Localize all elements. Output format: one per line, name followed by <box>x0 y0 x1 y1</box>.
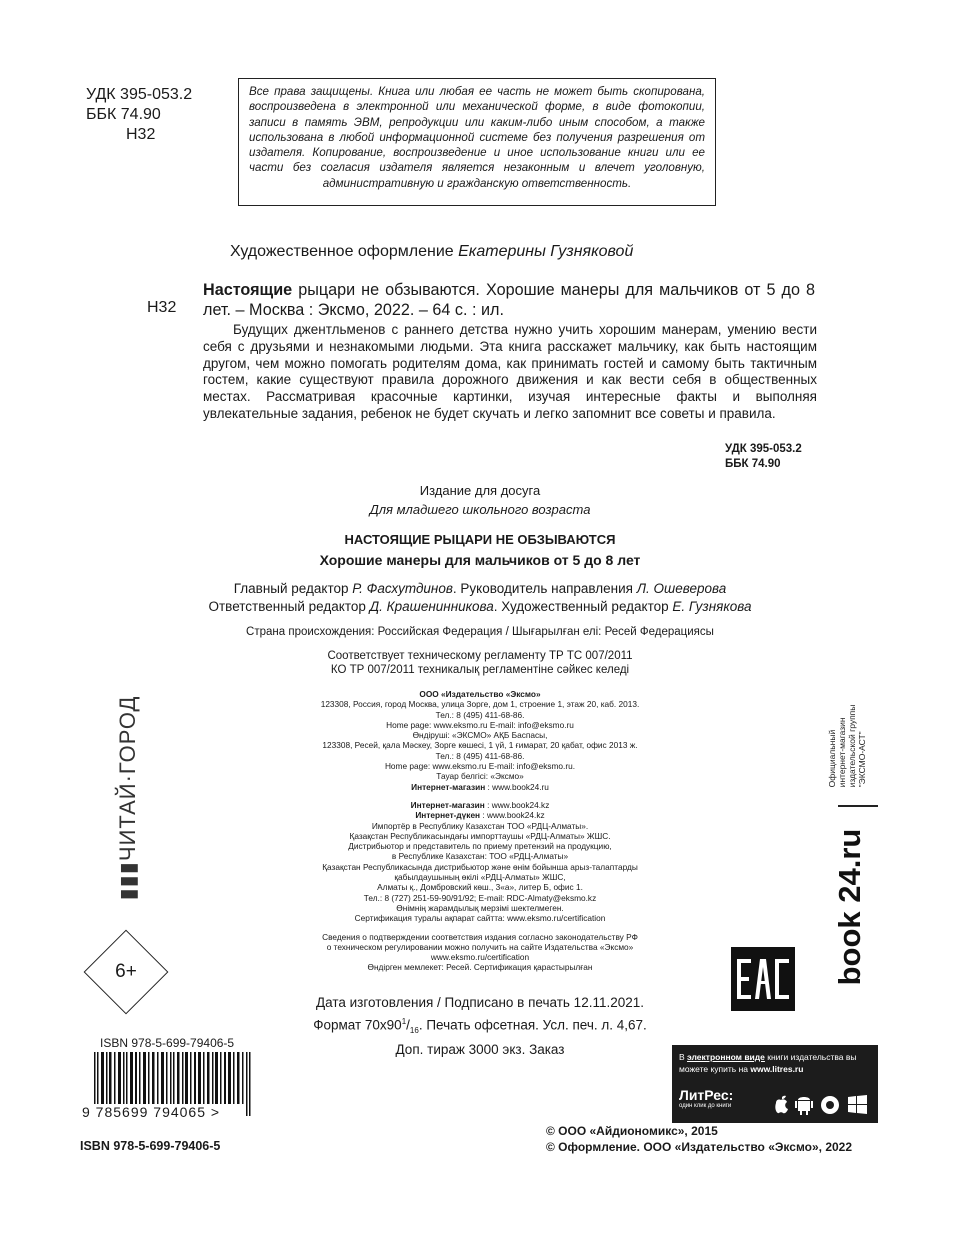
litres-link[interactable]: электронном виде <box>687 1052 765 1062</box>
copyright-block <box>546 1124 852 1155</box>
imprint-label: Интернет-дүкен <box>415 810 481 821</box>
official-store-note <box>818 690 876 802</box>
udk-right-block <box>725 442 802 472</box>
litres-slogan: один клик до книги <box>679 1103 732 1109</box>
chief-editor: Р. Фасхутдинов <box>352 581 453 596</box>
art-design-label: Художественное оформление <box>230 243 454 260</box>
imprint-line: Сведения о подтверждении соответствия издания согласно законодательству РФ <box>322 931 638 942</box>
resp-editor: Д. Крашенинникова <box>369 599 494 614</box>
rights-notice-box: Все права защищены. Книга или любая ее часть не может быть скопирована, воспроизведена в электронной или механической форме, в виде фотокопии, записи в память ЭВМ, репродукции или каким-либо иным способом, а также использована в любой информационной системе без получения разрешения от издателя. Копирование, воспроизведение и иное использование книги или ее части без согласия издателя является незаконным и влечет уголовную, административную и гражданскую ответственность. <box>238 78 716 206</box>
art-design-credit <box>230 243 633 261</box>
regulation-line-2: КО ТР 007/2011 техникалық регламентіне сәйкес келеді <box>330 664 630 676</box>
book-title-sub: Хорошие манеры для мальчиков от 5 до 8 лет <box>319 552 641 568</box>
editors-line-2 <box>180 598 780 616</box>
imprint-line: Импортёр в Республику Казахстан ТОО «РДЦ-Алматы». <box>371 820 589 831</box>
udk-code: УДК 395-053.2 <box>86 86 193 103</box>
official-store-line: "ЭКСМО-АСТ" <box>857 731 867 788</box>
divider <box>838 805 878 807</box>
official-store-line: издательской группы <box>847 704 857 788</box>
director-label: . Руководитель направления <box>452 581 633 596</box>
format-sup: 1 <box>401 1017 407 1026</box>
annotation: Будущих джентльменов с раннего детства нужно учить хорошим манерам, умению вести себя с друзьями и незнакомыми людьми. Эта книга расскажет мальчику, как быть настоящим другом, чем можно помогать родителям дома, как принимать гостей и самому быть тактичным гостем, какие существуют правила дорожного движения и как вести себя в общественных местах. Рассматривая красочные картинки, изучая интересные факты и выполняя увлекательные задания, ребенок не будет скучать и легко запомнит все советы и правила. <box>203 322 817 421</box>
isbn-over-barcode: ISBN 978-5-699-79406-5 <box>100 1036 235 1050</box>
imprint-line: Тел.: 8 (727) 251-59-90/91/92; E-mail: RDC-Almaty@eksmo.kz <box>363 892 597 903</box>
imprint-line: ООО «Издательство «Эксмо» <box>419 689 541 699</box>
art-design-name: Екатерины Гузняковой <box>458 243 634 260</box>
book24-logo <box>822 820 878 995</box>
bbk-code: ББК 74.90 <box>86 106 161 123</box>
book24-text: book 24.ru <box>832 828 867 986</box>
imprint-line: 123308, Россия, город Москва, улица Зорге, дом 1, строение 1, этаж 20, каб. 2013. <box>320 699 640 710</box>
chitai-gorod-label: ЧИТАЙ·ГОРОД <box>115 695 140 862</box>
litres-banner[interactable] <box>672 1045 878 1123</box>
android-icon <box>795 1097 813 1115</box>
imprint-line: www.eksmo.ru/certification <box>430 952 530 963</box>
age-rating-badge <box>84 930 168 1014</box>
imprint-gap <box>180 792 780 800</box>
format-label: Формат 70x90 <box>313 1017 402 1033</box>
windows-icon <box>848 1095 867 1114</box>
imprint-label: Интернет-магазин <box>410 799 485 810</box>
litres-text <box>679 1051 875 1075</box>
editors-credits <box>180 580 780 616</box>
imprint-line: Қазақстан Республикасындағы импорттаушы «РДЦ-Алматы» ЖШС. <box>349 830 611 841</box>
imprint-label: Интернет-магазин <box>411 781 486 792</box>
litres-mid: книги издательства вы можете купить на <box>679 1052 857 1074</box>
format-sub: 16 <box>409 1026 419 1036</box>
imprint-gap <box>180 924 780 932</box>
imprint-line: Тел.: 8 (495) 411-68-86. <box>435 750 525 761</box>
book-title <box>180 530 780 570</box>
audience: Для младшего школьного возраста <box>369 502 591 517</box>
chief-editor-label: Главный редактор <box>233 581 349 596</box>
imprint-line: Home page: www.eksmo.ru E-mail: info@eksmo.ru <box>386 719 574 730</box>
print-date: Дата изготовления / Подписано в печать 12.11.2021. <box>316 995 644 1010</box>
imprint-line: Сертификация туралы ақпарат сайтта: www.eksmo.ru/certification <box>354 913 606 924</box>
apple-icon <box>775 1096 788 1114</box>
official-store-line: интернет-магазин <box>837 717 847 788</box>
udk-right-code: УДК 395-053.2 <box>725 443 802 455</box>
age-rating: 6+ <box>115 961 137 982</box>
chitai-gorod-text <box>115 696 141 901</box>
udk-header <box>86 85 192 145</box>
director: Л. Ошеверова <box>636 581 727 596</box>
litres-site[interactable]: www.litres.ru <box>750 1064 804 1074</box>
art-editor-label: . Художественный редактор <box>493 599 669 614</box>
imprint-line: о техническом регулировании можно получить на сайте Издательства «Эксмо» <box>326 941 634 952</box>
bib-rest: рыцари не обзываются. Хорошие манеры для мальчиков от 5 до 8 лет. – Москва : Эксмо, 2022. – 64 с. : ил. <box>203 281 815 319</box>
publication-type: Издание для досуга <box>419 483 541 498</box>
imprint-line: Тел.: 8 (495) 411-68-86. <box>435 709 525 720</box>
platform-icons <box>772 1091 876 1117</box>
litres-pre: В <box>679 1052 688 1062</box>
side-author-mark: Н32 <box>147 299 177 316</box>
imprint-line: Алматы қ., Домбровский көш., 3«а», литер Б, офис 1. <box>377 882 583 893</box>
imprint-line <box>180 782 780 792</box>
imprint-value: : www.book24.ru <box>485 781 549 792</box>
litres-logo: ЛитРес: <box>679 1087 734 1103</box>
imprint-block <box>180 689 780 973</box>
bib-title-bold: Настоящие <box>203 281 293 299</box>
eac-mark-icon <box>731 947 795 1011</box>
official-store-line: Официальный <box>827 729 837 788</box>
art-editor: Е. Гузнякова <box>672 599 752 614</box>
country-of-origin: Страна происхождения: Российская Федерация / Шығарылған елі: Ресей Федерациясы <box>246 626 714 638</box>
print-info <box>250 993 710 1059</box>
editors-line-1 <box>180 580 780 598</box>
isbn-bottom: ISBN 978-5-699-79406-5 <box>80 1139 221 1153</box>
imprint-line: Тауар белгісі: «Эксмо» <box>436 771 524 782</box>
bookshelf-icon: ▮▮▮ <box>115 861 140 901</box>
imprint-line <box>180 810 780 820</box>
resp-editor-label: Ответственный редактор <box>208 599 366 614</box>
imprint-line: қабылдаушының өкілі «РДЦ-Алматы» ЖШС, <box>394 872 566 883</box>
imprint-line: Home page: www.eksmo.ru E-mail: info@eksmo.ru. <box>384 761 576 772</box>
chitai-gorod-logo <box>110 695 144 901</box>
imprint-line: Өндірген мемлекет: Ресей. Сертификация қарастырылған <box>367 962 593 973</box>
imprint-line: Өнімнің жарамдылық мерзімі шектелмеген. <box>396 902 564 913</box>
imprint-line: в Республике Казахстан: ТОО «РДЦ-Алматы» <box>391 851 569 862</box>
print-format: Формат $70x90^1/_{16}$. Печать офсетная. Усл. печ. л. 4,67. <box>313 1017 647 1036</box>
imprint-line <box>180 800 780 810</box>
imprint-line: 123308, Ресей, қала Мәскеу, Зорге көшесі, 1 үй, 1 ғимарат, 20 қабат, офис 2013 ж. <box>322 740 638 751</box>
imprint-line: Өндіруші: «ЭКСМО» АҚБ Баспасы, <box>412 730 548 741</box>
book-title-main: НАСТОЯЩИЕ РЫЦАРИ НЕ ОБЗЫВАЮТСЯ <box>344 532 616 547</box>
print-run: Доп. тираж 3000 экз. Заказ <box>395 1042 565 1058</box>
official-store-text <box>827 705 867 788</box>
imprint-value: : www.book24.kz <box>480 810 545 821</box>
barcode-digits: 9 785699 794065 > <box>82 1104 221 1120</box>
imprint-line: Қазақстан Республикасында дистрибьютор және өнім бойынша арыз-талаптарды <box>322 861 638 872</box>
regulation-line-1: Соответствует техническому регламенту ТР ТС 007/2011 <box>327 650 633 662</box>
copyright-line: © ООО «Айдиономикс», 2015 <box>546 1124 718 1138</box>
imprint-value: : www.book24.kz <box>484 799 550 810</box>
author-mark: Н32 <box>126 126 156 143</box>
imprint-line: Дистрибьютор и представитель по приему претензий на продукцию, <box>348 841 612 852</box>
bbk-right-code: ББК 74.90 <box>725 458 781 470</box>
tech-regulation <box>180 649 780 677</box>
format-rest: . Печать офсетная. Усл. печ. л. 4,67. <box>418 1017 647 1033</box>
bibliographic-entry <box>203 280 815 320</box>
copyright-line: © Оформление. ООО «Издательство «Эксмо», 2022 <box>546 1139 853 1154</box>
